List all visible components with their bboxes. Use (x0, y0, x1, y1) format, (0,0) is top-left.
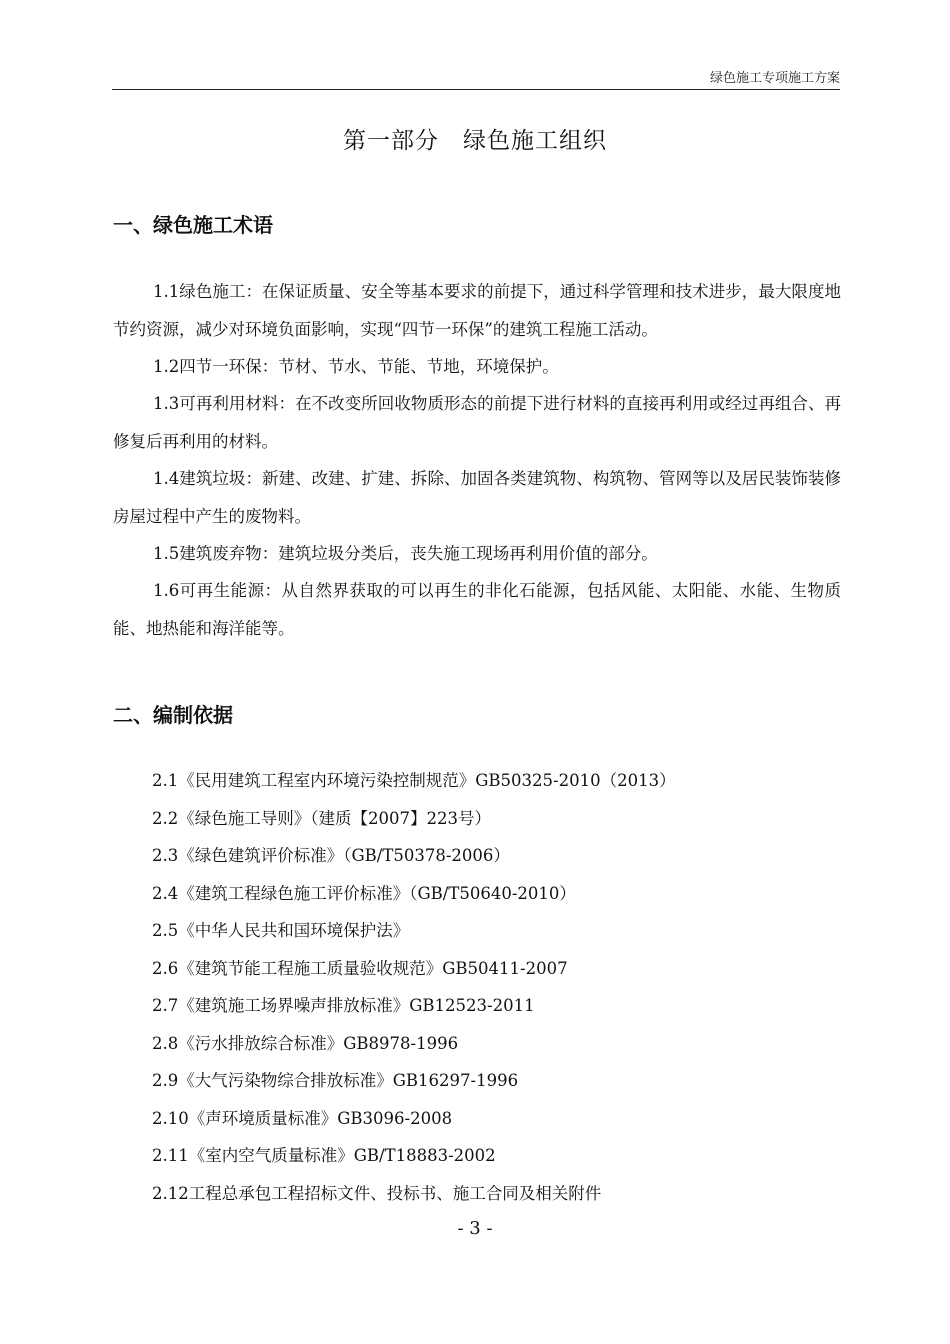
section-heading-terms: 一、绿色施工术语 (113, 213, 273, 237)
reference-item: 2.4《建筑工程绿色施工评价标准》（GB/T50640-2010） (152, 883, 576, 903)
term-paragraph: 1.1绿色施工：在保证质量、安全等基本要求的前提下，通过科学管理和技术进步，最大限度地节约资源，减少对环境负面影响，实现“四节一环保”的建筑工程施工活动。 (113, 282, 841, 339)
reference-item: 2.6《建筑节能工程施工质量验收规范》GB50411-2007 (152, 958, 568, 978)
term-paragraph: 1.4建筑垃圾：新建、改建、扩建、拆除、加固各类建筑物、构筑物、管网等以及居民装饰装修房屋过程中产生的废物料。 (113, 469, 841, 526)
reference-item: 2.1《民用建筑工程室内环境污染控制规范》GB50325-2010（2013） (152, 771, 676, 790)
reference-item: 2.10《声环境质量标准》GB3096-2008 (152, 1108, 453, 1128)
reference-item: 2.9《大气污染物综合排放标准》GB16297-1996 (152, 1071, 519, 1090)
document-title: 第一部分 绿色施工组织 (343, 128, 607, 154)
reference-item: 2.2《绿色施工导则》（建质【2007】223号） (152, 808, 491, 828)
reference-item: 2.3《绿色建筑评价标准》（GB/T50378-2006） (152, 846, 510, 865)
reference-item: 2.11《室内空气质量标准》GB/T18883-2002 (152, 1146, 496, 1165)
reference-item: 2.8《污水排放综合标准》GB8978-1996 (152, 1033, 459, 1053)
page-header (112, 70, 840, 90)
term-paragraph: 1.5建筑废弃物：建筑垃圾分类后，丧失施工现场再利用价值的部分。 (153, 544, 658, 563)
section-heading-basis: 二、编制依据 (113, 703, 233, 727)
reference-item: 2.5《中华人民共和国环境保护法》 (152, 921, 410, 940)
page-number: - 3 - (457, 1218, 493, 1239)
reference-list (152, 762, 852, 1212)
header-title: 绿色施工专项施工方案 (709, 71, 840, 86)
reference-item: 2.12工程总承包工程招标文件、投标书、施工合同及相关附件 (152, 1183, 602, 1203)
term-paragraph: 1.6可再生能源：从自然界获取的可以再生的非化石能源，包括风能、太阳能、水能、生物质能、地热能和海洋能等。 (113, 581, 841, 638)
reference-item: 2.7《建筑施工场界噪声排放标准》GB12523-2011 (152, 996, 535, 1015)
term-paragraph: 1.3可再利用材料：在不改变所回收物质形态的前提下进行材料的直接再利用或经过再组合、再修复后再利用的材料。 (113, 394, 841, 451)
term-paragraph: 1.2四节一环保：节材、节水、节能、节地，环境保护。 (153, 357, 559, 376)
